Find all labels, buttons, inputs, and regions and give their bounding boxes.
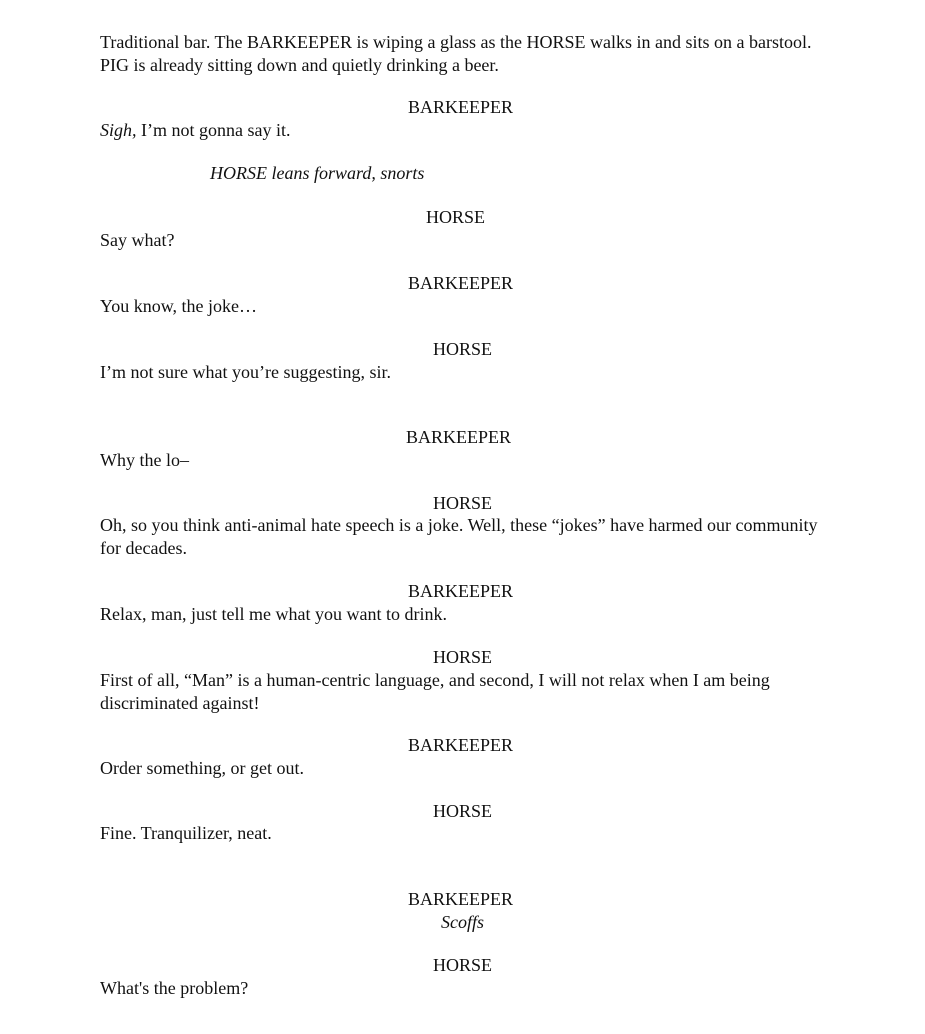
character-name: BARKEEPER [405, 427, 511, 447]
dialogue-line: First of all, “Man” is a human-centric language, and second, I will not relax when I am being discriminated against! [100, 670, 770, 713]
character-name: BARKEEPER [407, 581, 513, 601]
scene-action: Traditional bar. The BARKEEPER is wiping a glass as the HORSE walks in and sits on a barstool. PIG is already sitting down and quietly drinking a beer. [100, 32, 812, 75]
dialogue-line: What's the problem? [100, 978, 249, 998]
character-name: BARKEEPER [407, 273, 513, 293]
character-name: BARKEEPER [407, 97, 513, 117]
character-name: BARKEEPER [407, 735, 513, 755]
parenthetical: HORSE leans forward, snorts [210, 163, 425, 183]
dialogue-line: Oh, so you think anti-animal hate speech is a joke. Well, these “jokes” have harmed our community for decades. [100, 515, 818, 558]
character-name: HORSE [432, 493, 492, 513]
character-name: HORSE [432, 955, 492, 975]
dialogue-line: Order something, or get out. [100, 758, 304, 778]
dialogue-line: Say what? [100, 230, 175, 250]
character-name: HORSE [425, 207, 485, 227]
dialogue-line: Fine. Tranquilizer, neat. [100, 823, 272, 843]
dialogue-line: Relax, man, just tell me what you want to drink. [100, 604, 447, 624]
character-name: HORSE [432, 647, 492, 667]
dialogue-line: I’m not sure what you’re suggesting, sir. [100, 362, 391, 382]
dialogue-line [100, 119, 820, 142]
character-name: HORSE [432, 339, 492, 359]
dialogue-line: Why the lo– [100, 450, 189, 470]
dialogue-text: I’m not gonna say it. [136, 120, 291, 140]
character-name: HORSE [432, 801, 492, 821]
parenthetical: Scoffs [441, 912, 484, 932]
dialogue-line: You know, the joke… [100, 296, 258, 316]
character-name: BARKEEPER [407, 889, 513, 909]
dialogue-italic: Sigh, [100, 120, 137, 140]
